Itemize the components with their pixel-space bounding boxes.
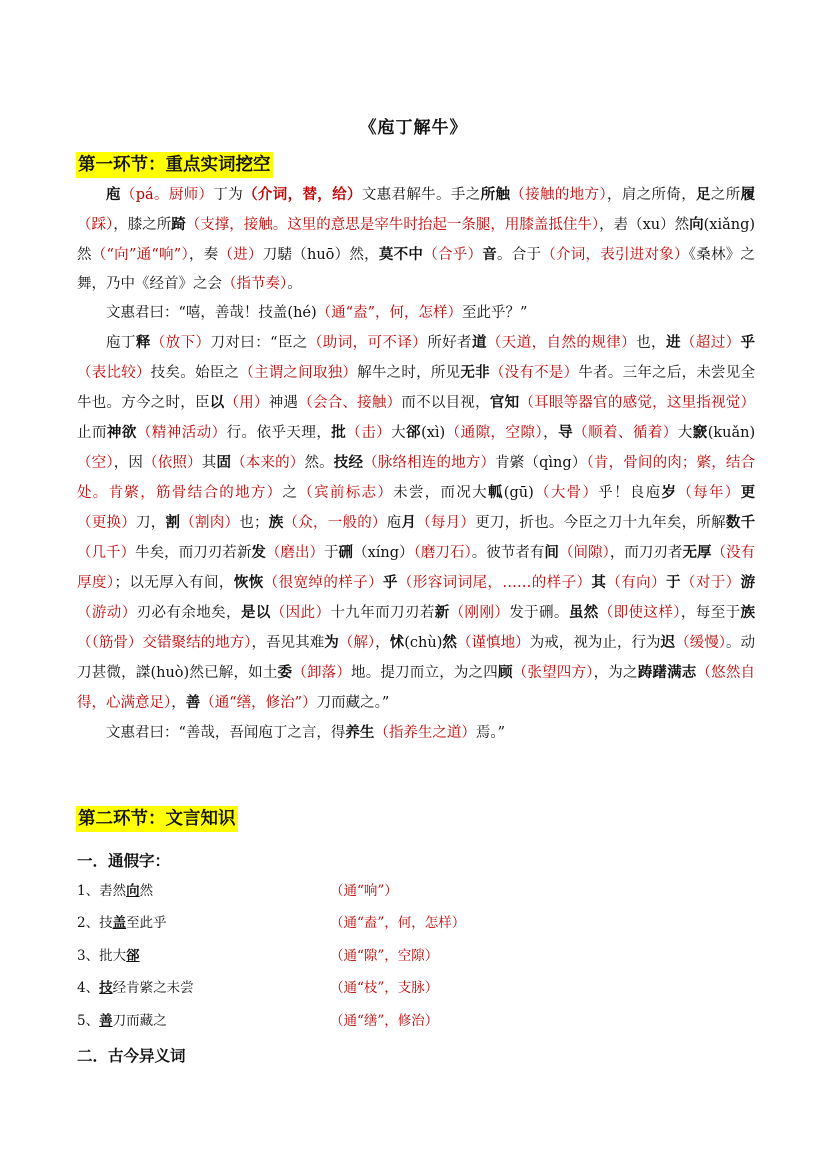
text-run: 《桑林》之舞，乃中《经首》之会 (77, 247, 756, 292)
annotation-note: （天道，自然的规律） (486, 335, 637, 351)
text-run: 技矣。始臣之 (150, 365, 240, 381)
key-word: 间 (544, 544, 559, 561)
text-run: 文惠君解牛。手之 (361, 187, 481, 203)
key-word: 所触 (480, 186, 511, 203)
key-word: 养生 (345, 724, 375, 741)
key-word: 发 (251, 544, 266, 561)
annotation-note: （磨出） (265, 545, 325, 561)
annotation-note: （本来的） (231, 455, 305, 471)
annotation-note: （形容词词尾，……的样子） (397, 575, 592, 591)
text-run: ，每至于 (680, 605, 741, 621)
annotation-note: （顺着、循着） (573, 425, 678, 441)
text-run: 丁为 (213, 187, 244, 203)
text-run: (xì) (421, 425, 446, 441)
annotation-note: （没有不是） (489, 365, 579, 381)
key-word: 乎 (383, 574, 398, 591)
text-run: 更刀，折也。今臣之刀十九年矣，所解 (475, 515, 726, 531)
key-word: 恢恢 (233, 574, 264, 591)
text-run: 刃必有余地矣， (136, 605, 241, 621)
key-word: 顾 (497, 664, 513, 681)
text-run: ， (543, 425, 559, 441)
annotation-note: （缓慢） (675, 635, 727, 651)
text-run: (xiǎng)然 (77, 217, 756, 263)
tongjiazi-note: （通“盍”，何，怎样） (330, 915, 466, 931)
tongjiazi-character: 盖 (112, 915, 127, 931)
tongjiazi-character: 郤 (126, 948, 140, 964)
annotation-note: （很宽绰的样子） (263, 575, 383, 591)
annotation-note: （众，一般的） (283, 515, 387, 531)
annotation-note: （会合、接触） (298, 395, 402, 411)
key-word: 乎 (740, 334, 756, 351)
text-run: 刀騞（huō）然， (262, 247, 379, 263)
annotation-note: （进） (218, 247, 263, 263)
text-run: 大 (391, 425, 407, 441)
text-run: (kuǎn) (707, 425, 756, 441)
key-word: 硎 (338, 544, 354, 561)
key-word: 为 (324, 634, 339, 651)
annotation-note: （pá。厨师） (120, 187, 214, 203)
text-run: （xíng） (353, 545, 414, 561)
key-word: 新 (434, 604, 450, 621)
annotation-note: （肯，骨间的肉；綮，结合处。肯綮，筋骨结合的地方） (77, 455, 756, 501)
key-word: 踌躇满志 (637, 664, 697, 681)
text-run: 。彼节者有 (471, 545, 545, 561)
annotation-note: （间隙） (558, 545, 610, 561)
annotation-note: （有向） (606, 575, 666, 591)
tongjiazi-note: （通“枝”，支脉） (330, 980, 439, 996)
tongjiazi-note: （通“隙”，空隙） (330, 948, 439, 964)
passage-paragraph (77, 299, 755, 328)
text-run: 至此乎？” (461, 305, 528, 321)
annotation-note: （介词，表引进对象） (541, 247, 689, 263)
annotated-passage (77, 180, 755, 748)
sentence-suffix: 经肯綮之未尝 (112, 980, 194, 996)
text-run: ，奏 (188, 247, 219, 263)
annotation-note: （脉络相连的地方） (363, 455, 496, 471)
tongjiazi-character: 善 (99, 1013, 113, 1029)
key-word: 导 (558, 424, 574, 441)
tongjiazi-sentence (77, 976, 194, 996)
annotation-note: （每年） (677, 485, 741, 501)
key-word: 游 (740, 574, 756, 591)
text-run: ，膝之所 (113, 217, 172, 233)
key-word: 数千 (725, 514, 756, 531)
key-word: 踦 (171, 216, 186, 233)
annotation-note: （表比较） (77, 365, 151, 381)
annotation-note: （对于） (680, 575, 741, 591)
key-word: 无厚 (682, 544, 712, 561)
text-run: 刀， (135, 515, 166, 531)
tongjiazi-item (77, 976, 757, 1000)
text-run: 文惠君曰：“善哉，吾闻庖丁之言，得 (106, 725, 346, 741)
text-run: 。动刀甚微，謋(huò)然已解，如土 (77, 635, 756, 681)
passage-paragraph (77, 718, 755, 748)
key-word: 向 (689, 216, 704, 233)
tongjiazi-sentence (77, 911, 167, 931)
passage-paragraph (77, 328, 755, 718)
key-word: 道 (471, 334, 487, 351)
key-word: 批 (331, 424, 347, 441)
annotation-note: （“向”通“响”） (91, 247, 189, 263)
annotation-note: （谨慎地） (456, 635, 530, 651)
key-word: 然 (442, 634, 457, 651)
text-run: 刀而藏之。” (316, 695, 390, 711)
annotation-note: （解） (338, 635, 376, 651)
annotation-note: （（筋骨）交错聚结的地方） (77, 635, 252, 651)
annotation-note: （踩） (77, 217, 114, 233)
sentence-prefix: 2、技 (77, 915, 113, 931)
tongjiazi-character: 向 (126, 883, 140, 899)
text-run: 地。提刀而立，为之四 (351, 665, 498, 681)
annotation-note: （助词，可不译） (307, 335, 428, 351)
key-word: 进 (665, 334, 681, 351)
subsection-tongjiazi: 一．通假字： (77, 851, 171, 870)
text-run: 其 (201, 455, 217, 471)
text-run: ， (171, 695, 186, 711)
subsection-gujin-yiyi: 二．古今异义词 (77, 1046, 186, 1065)
sentence-suffix: 然 (139, 883, 154, 899)
tongjiazi-sentence (77, 1009, 167, 1029)
text-run: ，肩之所倚， (606, 187, 697, 203)
sentence-suffix: 刀而藏之 (112, 1013, 167, 1029)
annotation-note: （通“缮，修治”） (200, 695, 317, 711)
text-run: 未尝，而况大 (393, 485, 488, 501)
annotation-note: （大骨） (533, 485, 599, 501)
key-word: 神欲 (106, 424, 137, 441)
key-word: 于 (666, 574, 681, 591)
key-word: 固 (216, 454, 232, 471)
annotation-note: （依照） (143, 455, 202, 471)
sentence-prefix: 1、砉然 (77, 883, 127, 899)
annotation-note: （放下） (150, 335, 211, 351)
annotation-note: （耳眼等器官的感觉，这里指视觉） (519, 395, 756, 411)
text-run: 庖丁 (106, 335, 136, 351)
tongjiazi-sentence (77, 944, 140, 964)
section1-heading: 第一环节：重点实词挖空 (76, 152, 273, 178)
text-run: 牛者。三年之后，未尝见全牛也。方今之时，臣 (77, 365, 756, 411)
text-run: 。 (287, 276, 302, 292)
key-word: 官知 (489, 394, 520, 411)
annotation-note: （击） (346, 425, 392, 441)
text-run: 神遇 (268, 395, 299, 411)
key-word: 音 (482, 246, 497, 263)
annotation-note: （没有厚度） (77, 545, 756, 591)
key-word: 履 (740, 186, 756, 203)
tongjiazi-note: （通“缮”，修治） (330, 1013, 439, 1029)
section2-heading: 第二环节：文言知识 (76, 806, 238, 832)
text-run: 行。依乎天理， (226, 425, 332, 441)
key-word: 郤 (406, 424, 422, 441)
tongjiazi-item (77, 944, 757, 968)
sentence-prefix: 4、 (77, 980, 100, 996)
key-word: 莫不中 (378, 246, 424, 263)
text-run: 肯綮（qìng） (495, 455, 587, 471)
annotation-note: （接触的地方） (510, 187, 607, 203)
annotation-note: （即使这样） (598, 605, 681, 621)
key-word: 技经 (333, 454, 364, 471)
key-word: 軱 (487, 484, 504, 501)
key-word: 善 (185, 694, 201, 711)
key-word: 庖 (106, 186, 121, 203)
text-run: 为戒，视为止，行为 (529, 635, 661, 651)
text-run: ；以无厚入有间， (114, 575, 234, 591)
tongjiazi-item (77, 911, 757, 935)
text-run: 大 (677, 425, 693, 441)
annotation-note: （主谓之间取独） (239, 365, 358, 381)
text-run: ，吾见其难 (251, 635, 325, 651)
key-word: 族 (740, 604, 756, 621)
key-word: 岁 (661, 484, 678, 501)
passage-paragraph (77, 180, 755, 299)
annotation-note: （指养生之道） (374, 725, 476, 741)
text-run: 解牛之时，所见 (357, 365, 461, 381)
tongjiazi-character: 技 (99, 980, 113, 996)
annotation-note: （磨刀石） (413, 545, 472, 561)
annotation-note: （张望四方） (512, 665, 594, 681)
key-word: 释 (135, 334, 151, 351)
text-run: 止而 (77, 425, 107, 441)
tongjiazi-item (77, 1009, 757, 1033)
text-run: 文惠君曰：“嘻，善哉！技盖(hé) (106, 305, 317, 321)
annotation-note: （指节奏） (222, 276, 288, 292)
text-run: ，因 (113, 455, 144, 471)
key-word: 月 (401, 514, 417, 531)
text-run: 。合于 (496, 247, 542, 263)
key-word: 以 (209, 394, 225, 411)
text-run: ，砉（xu）然 (599, 217, 690, 233)
annotation-note: （通隙，空隙） (445, 425, 544, 441)
key-word: 更 (740, 484, 756, 501)
tongjiazi-note: （通“响”） (330, 883, 398, 899)
text-run: 而不以目视， (401, 395, 490, 411)
tongjiazi-sentence (77, 879, 153, 899)
annotation-note: （通“盍”，何，怎样） (316, 305, 462, 321)
annotation-note: （介词，替，给） (243, 186, 362, 203)
key-word: 虽然 (568, 604, 599, 621)
annotation-note: （刚刚） (449, 605, 510, 621)
key-word: 割 (165, 514, 181, 531)
text-run: 也； (239, 515, 269, 531)
text-run: 乎！良庖 (598, 485, 662, 501)
key-word: 窾 (692, 424, 708, 441)
annotation-note: （宾前标志） (298, 485, 394, 501)
key-word: 委 (277, 664, 293, 681)
annotation-note: （更换） (77, 515, 136, 531)
text-run: 于 (324, 545, 339, 561)
annotation-note: （游动） (77, 605, 137, 621)
annotation-note: （几千） (77, 545, 136, 561)
key-word: 其 (591, 574, 607, 591)
text-run: (gū) (503, 485, 534, 501)
text-run: 也， (636, 335, 666, 351)
annotation-note: （合乎） (423, 247, 483, 263)
sentence-suffix: 至此乎 (126, 915, 167, 931)
key-word: 族 (268, 514, 284, 531)
sentence-prefix: 3、批大 (77, 948, 127, 964)
annotation-note: （割肉） (180, 515, 240, 531)
text-run: 然。 (304, 455, 334, 471)
text-run: 刀对曰：“臣之 (210, 335, 308, 351)
text-run: 焉。” (475, 725, 506, 741)
text-run: 所好者 (427, 335, 472, 351)
text-run: 之所 (710, 187, 741, 203)
annotation-note: （精神活动） (136, 425, 227, 441)
annotation-note: （悠然自得，心满意足） (77, 665, 756, 711)
tongjiazi-item (77, 879, 757, 903)
annotation-note: （每月） (416, 515, 476, 531)
key-word: 是以 (240, 604, 271, 621)
sentence-prefix: 5、 (77, 1013, 100, 1029)
text-run: ， (375, 635, 390, 651)
document-title: 《庖丁解牛》 (359, 118, 468, 138)
annotation-note: （空） (77, 455, 114, 471)
key-word: 怵 (389, 634, 405, 651)
text-run: ，为之 (593, 665, 638, 681)
annotation-note: （超过） (680, 335, 741, 351)
text-run: (chù) (404, 635, 443, 651)
text-run: 发于硎。 (509, 605, 569, 621)
annotation-note: （支撑，接触。这里的意思是宰牛时抬起一条腿，用膝盖抵住牛） (185, 217, 600, 233)
text-run: 牛矣，而刀刃若新 (135, 545, 252, 561)
key-word: 足 (696, 186, 711, 203)
text-run: 十九年而刀刃若 (330, 605, 435, 621)
text-run: ，而刀刃者 (609, 545, 683, 561)
annotation-note: （卸落） (292, 665, 352, 681)
text-run: 庖 (386, 515, 402, 531)
text-run: 之 (282, 485, 299, 501)
annotation-note: （因此） (270, 605, 331, 621)
key-word: 迟 (660, 634, 676, 651)
annotation-note: （用） (224, 395, 269, 411)
key-word: 无非 (460, 364, 490, 381)
